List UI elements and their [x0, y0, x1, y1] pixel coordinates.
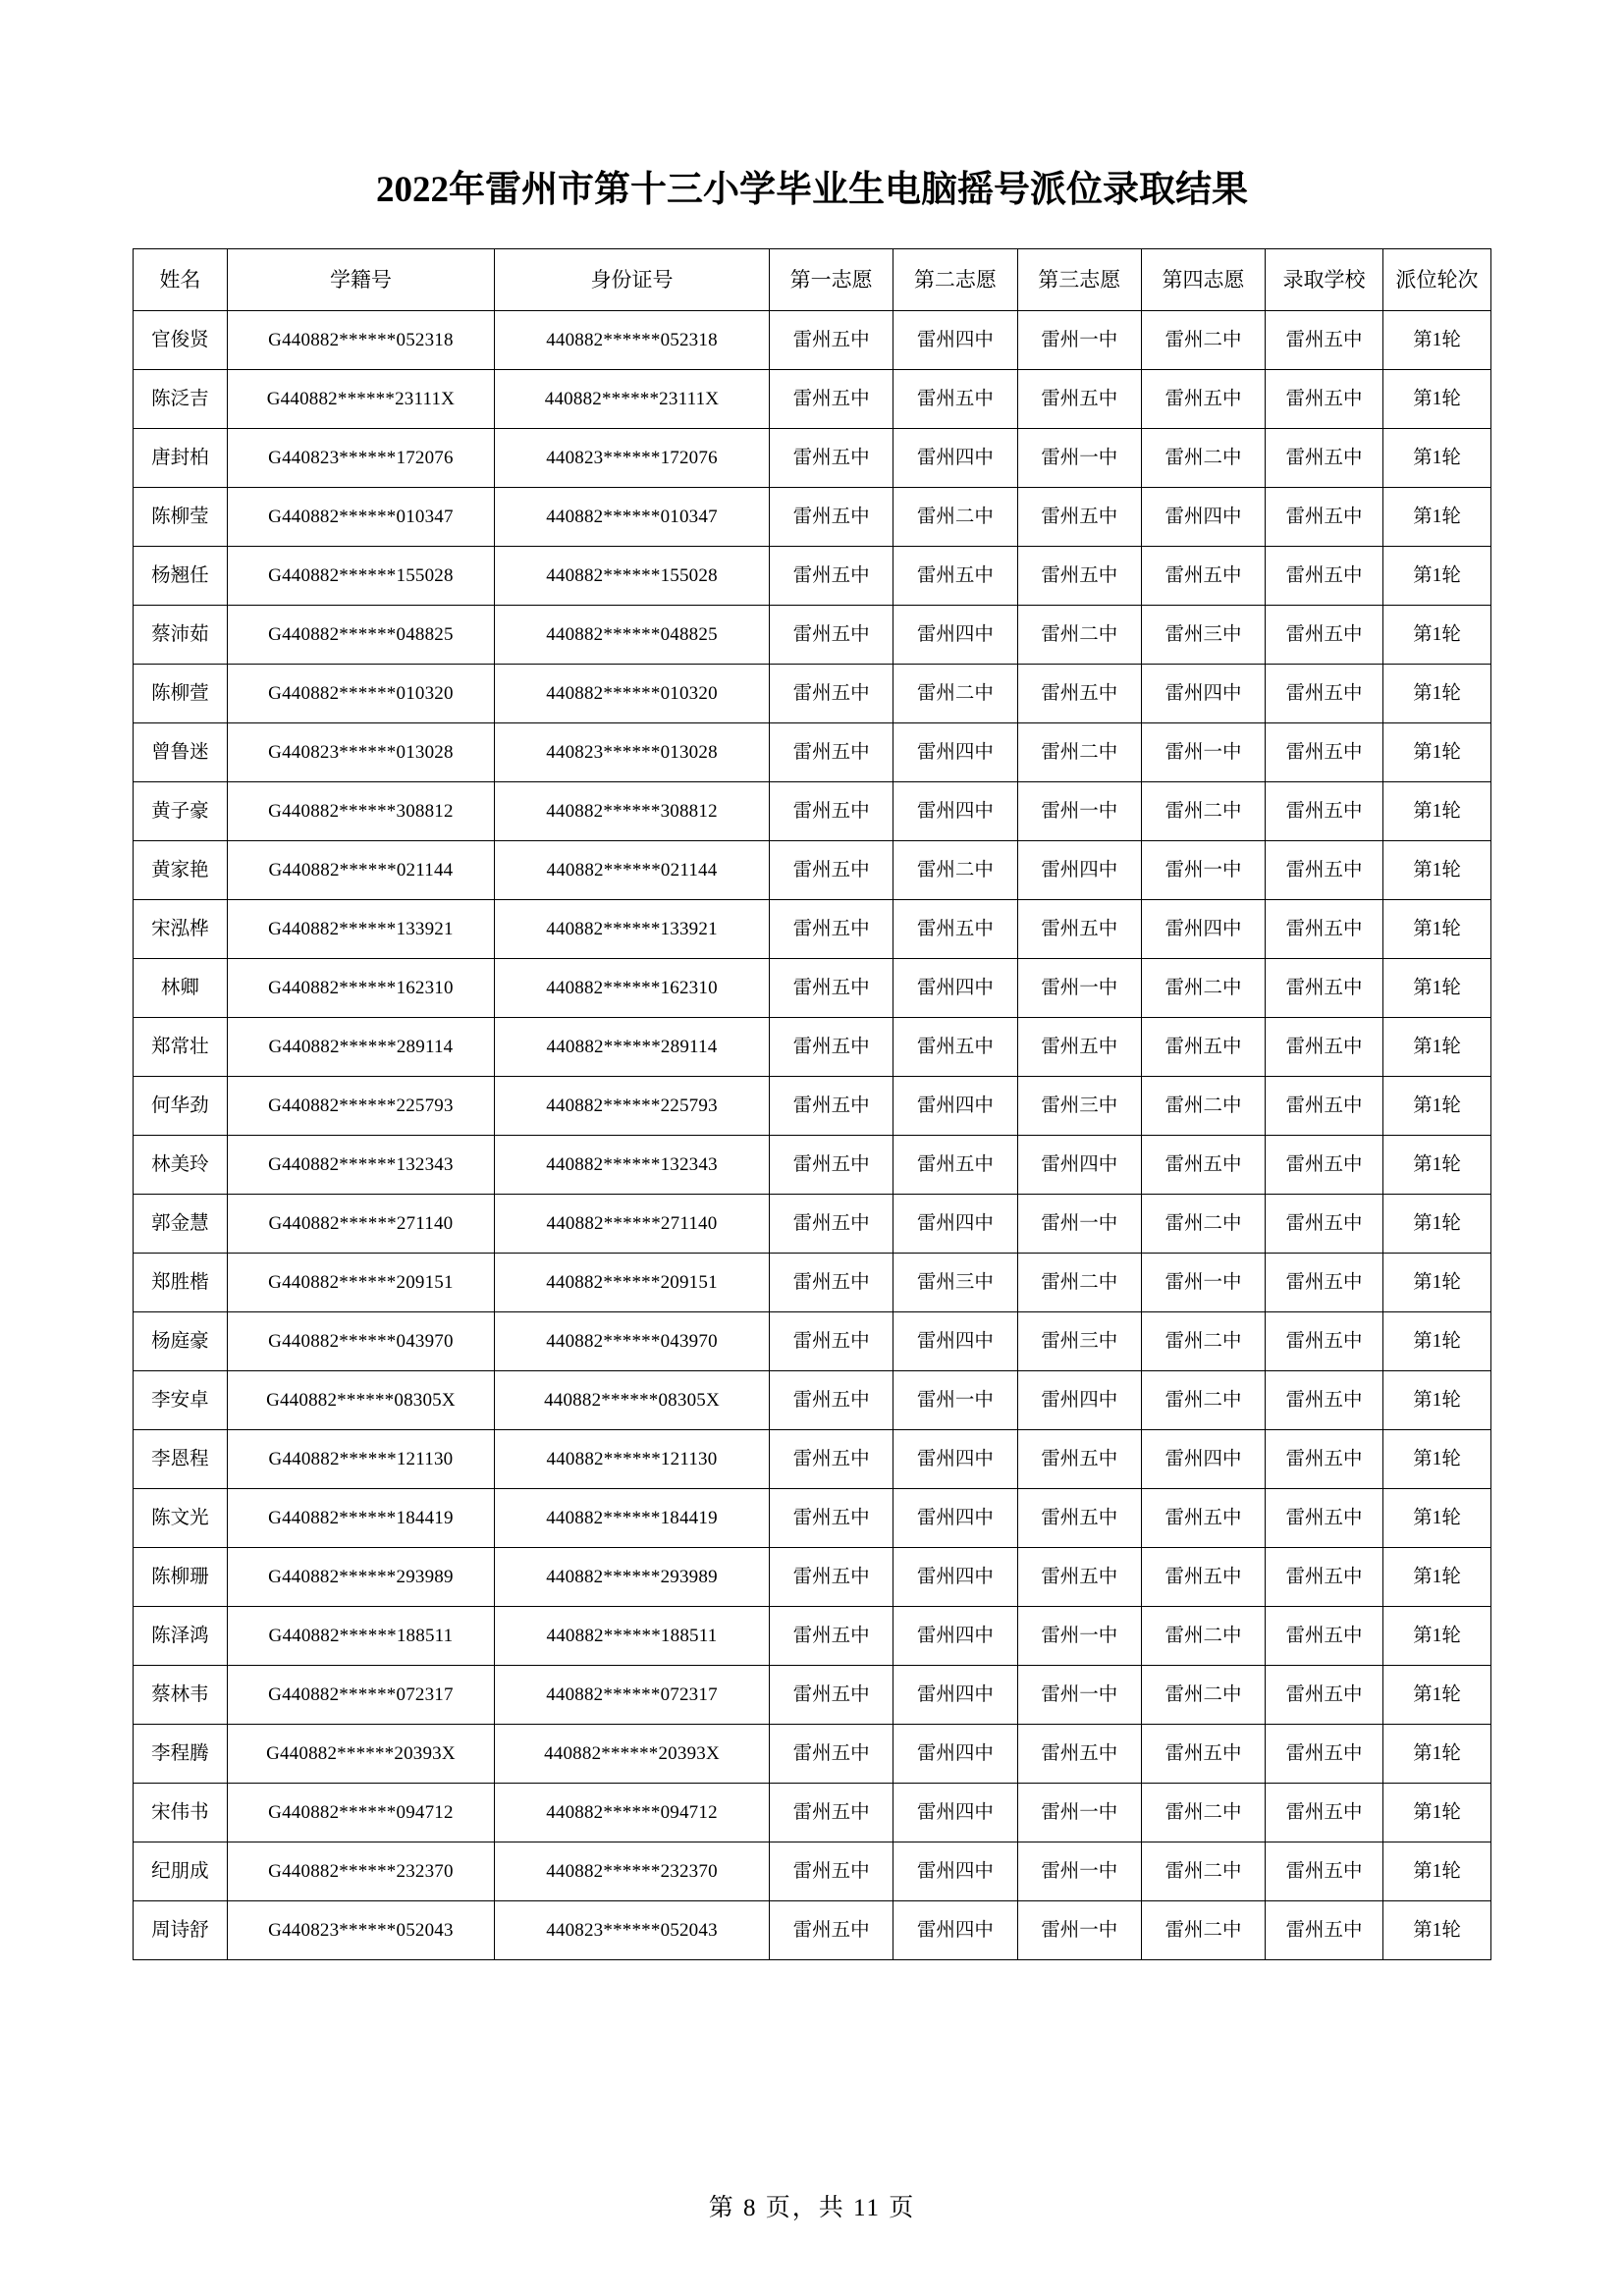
cell-round: 第1轮 — [1382, 1725, 1490, 1784]
cell-round: 第1轮 — [1382, 1430, 1490, 1489]
cell-choice-3: 雷州五中 — [1017, 370, 1141, 429]
table-row — [134, 1136, 1491, 1195]
cell-admitted-school: 雷州五中 — [1266, 1077, 1383, 1136]
cell-name: 宋泓桦 — [134, 900, 228, 959]
cell-student-id: G440882******289114 — [227, 1018, 494, 1077]
cell-name: 曾鲁迷 — [134, 723, 228, 782]
cell-choice-2: 雷州四中 — [893, 1312, 1017, 1371]
cell-id-card: 440823******052043 — [495, 1901, 770, 1960]
cell-choice-1: 雷州五中 — [769, 488, 893, 547]
cell-choice-3: 雷州五中 — [1017, 488, 1141, 547]
cell-id-card: 440882******021144 — [495, 841, 770, 900]
cell-choice-1: 雷州五中 — [769, 723, 893, 782]
cell-choice-3: 雷州一中 — [1017, 1607, 1141, 1666]
cell-choice-4: 雷州二中 — [1141, 782, 1265, 841]
cell-choice-1: 雷州五中 — [769, 665, 893, 723]
cell-round: 第1轮 — [1382, 1784, 1490, 1842]
table-row — [134, 1371, 1491, 1430]
table-row — [134, 1018, 1491, 1077]
cell-choice-4: 雷州一中 — [1141, 841, 1265, 900]
cell-choice-4: 雷州二中 — [1141, 1312, 1265, 1371]
cell-student-id: G440882******010320 — [227, 665, 494, 723]
cell-choice-3: 雷州一中 — [1017, 1666, 1141, 1725]
table-row — [134, 723, 1491, 782]
cell-choice-2: 雷州四中 — [893, 1666, 1017, 1725]
cell-student-id: G440882******20393X — [227, 1725, 494, 1784]
cell-choice-1: 雷州五中 — [769, 1195, 893, 1254]
cell-name: 陈柳萱 — [134, 665, 228, 723]
cell-choice-2: 雷州一中 — [893, 1371, 1017, 1430]
cell-choice-3: 雷州一中 — [1017, 782, 1141, 841]
cell-student-id: G440882******072317 — [227, 1666, 494, 1725]
cell-choice-2: 雷州四中 — [893, 1489, 1017, 1548]
cell-round: 第1轮 — [1382, 782, 1490, 841]
table-row — [134, 370, 1491, 429]
cell-admitted-school: 雷州五中 — [1266, 1666, 1383, 1725]
cell-choice-1: 雷州五中 — [769, 1842, 893, 1901]
cell-student-id: G440882******094712 — [227, 1784, 494, 1842]
cell-admitted-school: 雷州五中 — [1266, 782, 1383, 841]
cell-admitted-school: 雷州五中 — [1266, 1371, 1383, 1430]
cell-choice-1: 雷州五中 — [769, 429, 893, 488]
cell-choice-2: 雷州五中 — [893, 1136, 1017, 1195]
cell-id-card: 440882******188511 — [495, 1607, 770, 1666]
cell-admitted-school: 雷州五中 — [1266, 1254, 1383, 1312]
cell-admitted-school: 雷州五中 — [1266, 723, 1383, 782]
cell-round: 第1轮 — [1382, 1195, 1490, 1254]
cell-name: 杨庭豪 — [134, 1312, 228, 1371]
cell-round: 第1轮 — [1382, 1607, 1490, 1666]
cell-round: 第1轮 — [1382, 1666, 1490, 1725]
cell-id-card: 440882******308812 — [495, 782, 770, 841]
cell-admitted-school: 雷州五中 — [1266, 841, 1383, 900]
cell-name: 黄家艳 — [134, 841, 228, 900]
cell-round: 第1轮 — [1382, 1254, 1490, 1312]
cell-choice-1: 雷州五中 — [769, 1607, 893, 1666]
cell-choice-1: 雷州五中 — [769, 606, 893, 665]
cell-choice-1: 雷州五中 — [769, 841, 893, 900]
cell-id-card: 440882******048825 — [495, 606, 770, 665]
cell-choice-4: 雷州二中 — [1141, 1842, 1265, 1901]
results-table-container — [133, 212, 1491, 1960]
cell-name: 郑常壮 — [134, 1018, 228, 1077]
cell-choice-4: 雷州二中 — [1141, 1607, 1265, 1666]
cell-choice-2: 雷州二中 — [893, 488, 1017, 547]
cell-choice-4: 雷州二中 — [1141, 1666, 1265, 1725]
table-row — [134, 1195, 1491, 1254]
cell-student-id: G440882******209151 — [227, 1254, 494, 1312]
cell-choice-2: 雷州四中 — [893, 1430, 1017, 1489]
cell-round: 第1轮 — [1382, 1018, 1490, 1077]
cell-choice-3: 雷州一中 — [1017, 959, 1141, 1018]
cell-student-id: G440882******23111X — [227, 370, 494, 429]
cell-round: 第1轮 — [1382, 1489, 1490, 1548]
table-row — [134, 1254, 1491, 1312]
cell-choice-1: 雷州五中 — [769, 1371, 893, 1430]
table-row — [134, 606, 1491, 665]
cell-id-card: 440882******121130 — [495, 1430, 770, 1489]
cell-choice-1: 雷州五中 — [769, 370, 893, 429]
cell-choice-2: 雷州四中 — [893, 959, 1017, 1018]
cell-choice-3: 雷州四中 — [1017, 1371, 1141, 1430]
cell-id-card: 440882******155028 — [495, 547, 770, 606]
cell-choice-1: 雷州五中 — [769, 1666, 893, 1725]
cell-name: 李安卓 — [134, 1371, 228, 1430]
cell-name: 杨翘任 — [134, 547, 228, 606]
cell-name: 蔡林韦 — [134, 1666, 228, 1725]
cell-student-id: G440882******133921 — [227, 900, 494, 959]
table-row — [134, 900, 1491, 959]
cell-admitted-school: 雷州五中 — [1266, 1018, 1383, 1077]
cell-choice-4: 雷州四中 — [1141, 665, 1265, 723]
table-body — [134, 311, 1491, 1960]
column-header-student-id: 学籍号 — [227, 249, 494, 311]
cell-student-id: G440882******052318 — [227, 311, 494, 370]
cell-name: 纪朋成 — [134, 1842, 228, 1901]
cell-id-card: 440882******132343 — [495, 1136, 770, 1195]
cell-choice-4: 雷州二中 — [1141, 1195, 1265, 1254]
cell-admitted-school: 雷州五中 — [1266, 900, 1383, 959]
table-row — [134, 1489, 1491, 1548]
cell-round: 第1轮 — [1382, 547, 1490, 606]
table-row — [134, 547, 1491, 606]
table-row — [134, 841, 1491, 900]
cell-student-id: G440882******155028 — [227, 547, 494, 606]
table-row — [134, 1077, 1491, 1136]
column-header-id-card: 身份证号 — [495, 249, 770, 311]
cell-choice-4: 雷州五中 — [1141, 1489, 1265, 1548]
cell-admitted-school: 雷州五中 — [1266, 370, 1383, 429]
cell-choice-4: 雷州五中 — [1141, 1725, 1265, 1784]
page-footer: 第 8 页，共 11 页 — [708, 2195, 916, 2221]
cell-choice-3: 雷州二中 — [1017, 723, 1141, 782]
cell-id-card: 440882******289114 — [495, 1018, 770, 1077]
cell-admitted-school: 雷州五中 — [1266, 1195, 1383, 1254]
cell-admitted-school: 雷州五中 — [1266, 488, 1383, 547]
cell-choice-3: 雷州一中 — [1017, 1842, 1141, 1901]
cell-choice-4: 雷州二中 — [1141, 1901, 1265, 1960]
cell-choice-4: 雷州二中 — [1141, 1784, 1265, 1842]
cell-name: 唐封柏 — [134, 429, 228, 488]
cell-student-id: G440823******172076 — [227, 429, 494, 488]
cell-name: 林卿 — [134, 959, 228, 1018]
cell-choice-3: 雷州一中 — [1017, 1195, 1141, 1254]
cell-choice-2: 雷州五中 — [893, 1018, 1017, 1077]
cell-name: 宋伟书 — [134, 1784, 228, 1842]
cell-student-id: G440882******162310 — [227, 959, 494, 1018]
cell-choice-4: 雷州五中 — [1141, 547, 1265, 606]
cell-admitted-school: 雷州五中 — [1266, 665, 1383, 723]
cell-choice-4: 雷州二中 — [1141, 1371, 1265, 1430]
cell-round: 第1轮 — [1382, 841, 1490, 900]
cell-name: 陈泽鸿 — [134, 1607, 228, 1666]
table-row — [134, 1312, 1491, 1371]
cell-admitted-school: 雷州五中 — [1266, 1548, 1383, 1607]
cell-choice-1: 雷州五中 — [769, 547, 893, 606]
cell-choice-1: 雷州五中 — [769, 1254, 893, 1312]
cell-choice-2: 雷州三中 — [893, 1254, 1017, 1312]
table-row — [134, 782, 1491, 841]
cell-student-id: G440882******08305X — [227, 1371, 494, 1430]
cell-choice-2: 雷州四中 — [893, 429, 1017, 488]
cell-choice-4: 雷州二中 — [1141, 311, 1265, 370]
cell-choice-1: 雷州五中 — [769, 1312, 893, 1371]
cell-admitted-school: 雷州五中 — [1266, 311, 1383, 370]
cell-choice-3: 雷州二中 — [1017, 1254, 1141, 1312]
cell-choice-2: 雷州四中 — [893, 606, 1017, 665]
cell-name: 林美玲 — [134, 1136, 228, 1195]
table-row — [134, 1607, 1491, 1666]
cell-choice-4: 雷州五中 — [1141, 370, 1265, 429]
cell-choice-1: 雷州五中 — [769, 1077, 893, 1136]
cell-choice-1: 雷州五中 — [769, 1489, 893, 1548]
cell-student-id: G440882******188511 — [227, 1607, 494, 1666]
table-row — [134, 429, 1491, 488]
cell-student-id: G440882******043970 — [227, 1312, 494, 1371]
cell-admitted-school: 雷州五中 — [1266, 1725, 1383, 1784]
cell-admitted-school: 雷州五中 — [1266, 1489, 1383, 1548]
cell-choice-4: 雷州一中 — [1141, 723, 1265, 782]
cell-choice-4: 雷州二中 — [1141, 959, 1265, 1018]
cell-id-card: 440882******293989 — [495, 1548, 770, 1607]
cell-choice-4: 雷州五中 — [1141, 1548, 1265, 1607]
cell-admitted-school: 雷州五中 — [1266, 1901, 1383, 1960]
cell-round: 第1轮 — [1382, 665, 1490, 723]
cell-choice-3: 雷州五中 — [1017, 1489, 1141, 1548]
column-header-name: 姓名 — [134, 249, 228, 311]
cell-choice-1: 雷州五中 — [769, 1725, 893, 1784]
cell-id-card: 440882******23111X — [495, 370, 770, 429]
cell-choice-3: 雷州五中 — [1017, 1430, 1141, 1489]
column-header-choice-1: 第一志愿 — [769, 249, 893, 311]
table-row — [134, 1430, 1491, 1489]
cell-id-card: 440882******225793 — [495, 1077, 770, 1136]
cell-admitted-school: 雷州五中 — [1266, 1842, 1383, 1901]
table-row — [134, 1666, 1491, 1725]
cell-id-card: 440882******010347 — [495, 488, 770, 547]
cell-round: 第1轮 — [1382, 606, 1490, 665]
cell-choice-2: 雷州二中 — [893, 841, 1017, 900]
table-row — [134, 311, 1491, 370]
cell-round: 第1轮 — [1382, 370, 1490, 429]
cell-id-card: 440882******20393X — [495, 1725, 770, 1784]
cell-round: 第1轮 — [1382, 1136, 1490, 1195]
cell-name: 陈柳莹 — [134, 488, 228, 547]
cell-admitted-school: 雷州五中 — [1266, 547, 1383, 606]
cell-round: 第1轮 — [1382, 1901, 1490, 1960]
cell-choice-3: 雷州二中 — [1017, 606, 1141, 665]
cell-choice-1: 雷州五中 — [769, 1018, 893, 1077]
cell-id-card: 440823******172076 — [495, 429, 770, 488]
cell-choice-3: 雷州三中 — [1017, 1077, 1141, 1136]
cell-student-id: G440823******052043 — [227, 1901, 494, 1960]
cell-name: 陈柳珊 — [134, 1548, 228, 1607]
cell-choice-1: 雷州五中 — [769, 1901, 893, 1960]
cell-id-card: 440882******043970 — [495, 1312, 770, 1371]
cell-name: 李程腾 — [134, 1725, 228, 1784]
cell-name: 黄子豪 — [134, 782, 228, 841]
cell-round: 第1轮 — [1382, 900, 1490, 959]
column-header-choice-4: 第四志愿 — [1141, 249, 1265, 311]
cell-choice-2: 雷州二中 — [893, 665, 1017, 723]
cell-id-card: 440882******133921 — [495, 900, 770, 959]
cell-choice-1: 雷州五中 — [769, 1784, 893, 1842]
cell-round: 第1轮 — [1382, 488, 1490, 547]
cell-choice-3: 雷州五中 — [1017, 1725, 1141, 1784]
table-row — [134, 959, 1491, 1018]
cell-admitted-school: 雷州五中 — [1266, 606, 1383, 665]
cell-choice-4: 雷州五中 — [1141, 1018, 1265, 1077]
cell-round: 第1轮 — [1382, 1842, 1490, 1901]
cell-student-id: G440882******121130 — [227, 1430, 494, 1489]
cell-name: 何华劲 — [134, 1077, 228, 1136]
cell-choice-4: 雷州四中 — [1141, 900, 1265, 959]
cell-name: 陈泛吉 — [134, 370, 228, 429]
cell-name: 周诗舒 — [134, 1901, 228, 1960]
lottery-results-table — [133, 248, 1491, 1960]
cell-id-card: 440882******209151 — [495, 1254, 770, 1312]
cell-id-card: 440882******010320 — [495, 665, 770, 723]
table-row — [134, 1842, 1491, 1901]
cell-choice-2: 雷州四中 — [893, 1607, 1017, 1666]
cell-admitted-school: 雷州五中 — [1266, 959, 1383, 1018]
cell-choice-4: 雷州四中 — [1141, 1430, 1265, 1489]
cell-student-id: G440882******271140 — [227, 1195, 494, 1254]
cell-student-id: G440882******021144 — [227, 841, 494, 900]
cell-round: 第1轮 — [1382, 1077, 1490, 1136]
cell-id-card: 440823******013028 — [495, 723, 770, 782]
table-header-row — [134, 249, 1491, 311]
cell-choice-2: 雷州四中 — [893, 1842, 1017, 1901]
cell-choice-3: 雷州一中 — [1017, 1901, 1141, 1960]
cell-choice-4: 雷州五中 — [1141, 1136, 1265, 1195]
cell-student-id: G440882******232370 — [227, 1842, 494, 1901]
table-row — [134, 488, 1491, 547]
cell-student-id: G440882******048825 — [227, 606, 494, 665]
cell-choice-2: 雷州四中 — [893, 1077, 1017, 1136]
cell-choice-3: 雷州五中 — [1017, 665, 1141, 723]
cell-choice-4: 雷州二中 — [1141, 429, 1265, 488]
column-header-choice-3: 第三志愿 — [1017, 249, 1141, 311]
cell-choice-3: 雷州四中 — [1017, 1136, 1141, 1195]
cell-round: 第1轮 — [1382, 723, 1490, 782]
cell-choice-4: 雷州二中 — [1141, 1077, 1265, 1136]
cell-choice-3: 雷州五中 — [1017, 547, 1141, 606]
cell-name: 陈文光 — [134, 1489, 228, 1548]
cell-choice-1: 雷州五中 — [769, 1136, 893, 1195]
cell-choice-3: 雷州五中 — [1017, 900, 1141, 959]
cell-round: 第1轮 — [1382, 1312, 1490, 1371]
column-header-choice-2: 第二志愿 — [893, 249, 1017, 311]
cell-admitted-school: 雷州五中 — [1266, 1312, 1383, 1371]
cell-choice-2: 雷州四中 — [893, 1725, 1017, 1784]
cell-choice-1: 雷州五中 — [769, 782, 893, 841]
cell-choice-1: 雷州五中 — [769, 900, 893, 959]
cell-choice-2: 雷州四中 — [893, 311, 1017, 370]
cell-choice-1: 雷州五中 — [769, 1548, 893, 1607]
cell-choice-3: 雷州五中 — [1017, 1018, 1141, 1077]
cell-choice-3: 雷州一中 — [1017, 1784, 1141, 1842]
cell-id-card: 440882******08305X — [495, 1371, 770, 1430]
cell-choice-2: 雷州四中 — [893, 1784, 1017, 1842]
cell-choice-2: 雷州四中 — [893, 782, 1017, 841]
cell-choice-3: 雷州四中 — [1017, 841, 1141, 900]
cell-choice-1: 雷州五中 — [769, 1430, 893, 1489]
cell-choice-4: 雷州三中 — [1141, 606, 1265, 665]
cell-choice-4: 雷州四中 — [1141, 488, 1265, 547]
cell-id-card: 440882******184419 — [495, 1489, 770, 1548]
table-row — [134, 1784, 1491, 1842]
cell-id-card: 440882******072317 — [495, 1666, 770, 1725]
cell-round: 第1轮 — [1382, 959, 1490, 1018]
cell-round: 第1轮 — [1382, 1371, 1490, 1430]
table-row — [134, 1725, 1491, 1784]
cell-id-card: 440882******232370 — [495, 1842, 770, 1901]
cell-round: 第1轮 — [1382, 311, 1490, 370]
page-title: 2022年雷州市第十三小学毕业生电脑摇号派位录取结果 — [376, 170, 1248, 210]
cell-choice-2: 雷州四中 — [893, 1548, 1017, 1607]
cell-choice-2: 雷州五中 — [893, 370, 1017, 429]
cell-choice-3: 雷州三中 — [1017, 1312, 1141, 1371]
cell-choice-3: 雷州一中 — [1017, 429, 1141, 488]
table-header — [134, 249, 1491, 311]
cell-id-card: 440882******094712 — [495, 1784, 770, 1842]
cell-admitted-school: 雷州五中 — [1266, 1430, 1383, 1489]
cell-name: 官俊贤 — [134, 311, 228, 370]
cell-name: 郑胜楷 — [134, 1254, 228, 1312]
cell-id-card: 440882******271140 — [495, 1195, 770, 1254]
cell-id-card: 440882******162310 — [495, 959, 770, 1018]
column-header-round: 派位轮次 — [1382, 249, 1490, 311]
cell-round: 第1轮 — [1382, 1548, 1490, 1607]
cell-student-id: G440882******308812 — [227, 782, 494, 841]
cell-choice-1: 雷州五中 — [769, 311, 893, 370]
cell-round: 第1轮 — [1382, 429, 1490, 488]
column-header-admitted-school: 录取学校 — [1266, 249, 1383, 311]
cell-name: 蔡沛茹 — [134, 606, 228, 665]
cell-id-card: 440882******052318 — [495, 311, 770, 370]
cell-name: 郭金慧 — [134, 1195, 228, 1254]
cell-name: 李恩程 — [134, 1430, 228, 1489]
cell-choice-3: 雷州五中 — [1017, 1548, 1141, 1607]
cell-choice-2: 雷州四中 — [893, 1195, 1017, 1254]
cell-choice-3: 雷州一中 — [1017, 311, 1141, 370]
cell-choice-2: 雷州四中 — [893, 1901, 1017, 1960]
cell-admitted-school: 雷州五中 — [1266, 1136, 1383, 1195]
cell-choice-2: 雷州五中 — [893, 547, 1017, 606]
cell-student-id: G440882******184419 — [227, 1489, 494, 1548]
table-row — [134, 1901, 1491, 1960]
cell-choice-4: 雷州一中 — [1141, 1254, 1265, 1312]
cell-choice-2: 雷州五中 — [893, 900, 1017, 959]
cell-student-id: G440882******293989 — [227, 1548, 494, 1607]
cell-admitted-school: 雷州五中 — [1266, 1784, 1383, 1842]
cell-choice-1: 雷州五中 — [769, 959, 893, 1018]
cell-student-id: G440882******132343 — [227, 1136, 494, 1195]
cell-student-id: G440882******225793 — [227, 1077, 494, 1136]
cell-student-id: G440823******013028 — [227, 723, 494, 782]
table-row — [134, 1548, 1491, 1607]
cell-admitted-school: 雷州五中 — [1266, 429, 1383, 488]
cell-admitted-school: 雷州五中 — [1266, 1607, 1383, 1666]
cell-student-id: G440882******010347 — [227, 488, 494, 547]
cell-choice-2: 雷州四中 — [893, 723, 1017, 782]
table-row — [134, 665, 1491, 723]
